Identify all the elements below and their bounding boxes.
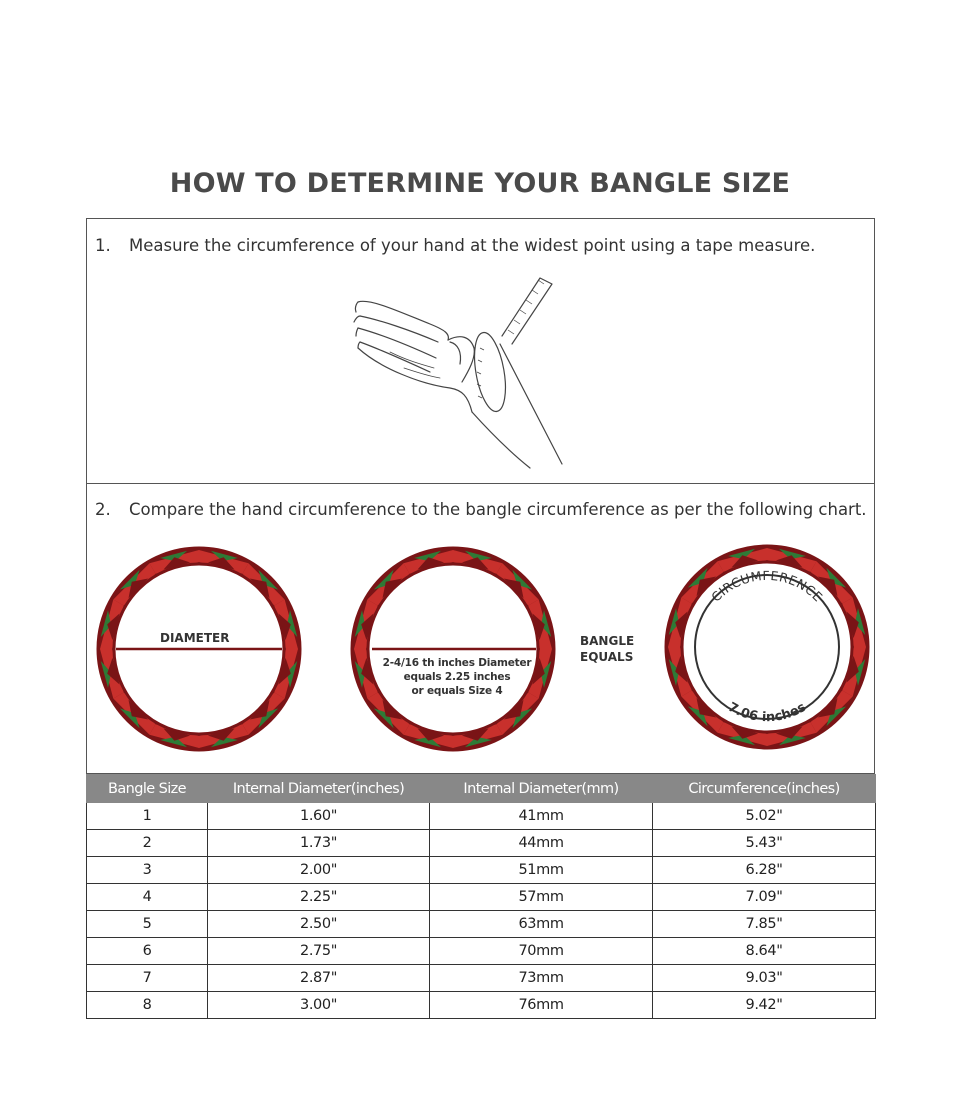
cell-diameter-mm: 41mm: [430, 803, 653, 830]
cell-circumference: 7.85": [653, 911, 876, 938]
step-1-text: Measure the circumference of your hand at the widest point using a tape measure.: [129, 236, 816, 255]
size-note-line-1: 2-4/16 th inches Diameter: [382, 657, 532, 669]
diameter-label: DIAMETER: [160, 631, 230, 645]
cell-diameter-mm: 44mm: [430, 830, 653, 857]
cell-circumference: 5.43": [653, 830, 876, 857]
table-row: [87, 938, 876, 965]
header-circumference: Circumference(inches): [653, 775, 876, 803]
cell-size: 4: [87, 884, 208, 911]
cell-diameter-mm: 63mm: [430, 911, 653, 938]
cell-size: 1: [87, 803, 208, 830]
table-row: [87, 803, 876, 830]
cell-diameter-mm: 51mm: [430, 857, 653, 884]
cell-circumference: 5.02": [653, 803, 876, 830]
cell-size: 5: [87, 911, 208, 938]
cell-diameter-inches: 2.00": [208, 857, 430, 884]
cell-diameter-inches: 2.25": [208, 884, 430, 911]
cell-diameter-inches: 1.60": [208, 803, 430, 830]
table-row: [87, 911, 876, 938]
table-row: [87, 965, 876, 992]
header-diameter-inches: Internal Diameter(inches): [208, 775, 430, 803]
cell-diameter-mm: 76mm: [430, 992, 653, 1019]
step-2-number: 2.: [95, 500, 111, 519]
bangle-circumference-diagram: [664, 544, 870, 750]
circumference-label: CIRCUMFERENCE: [708, 567, 826, 605]
cell-size: 2: [87, 830, 208, 857]
circumference-value: 7.06 inches: [725, 699, 809, 726]
cell-diameter-mm: 57mm: [430, 884, 653, 911]
header-bangle-size: Bangle Size: [87, 775, 208, 803]
table-header-row: [87, 775, 876, 803]
cell-circumference: 9.42": [653, 992, 876, 1019]
cell-size: 8: [87, 992, 208, 1019]
hand-measuring-illustration: [350, 272, 580, 472]
page-title: HOW TO DETERMINE YOUR BANGLE SIZE: [169, 168, 791, 199]
cell-diameter-mm: 70mm: [430, 938, 653, 965]
bangle-equals-line-2: EQUALS: [580, 650, 634, 664]
bangle-size-example: [350, 546, 556, 752]
bangle-diameter-diagram: [96, 546, 302, 752]
cell-diameter-inches: 3.00": [208, 992, 430, 1019]
table-row: [87, 884, 876, 911]
cell-circumference: 8.64": [653, 938, 876, 965]
step-2: [95, 500, 867, 519]
cell-size: 3: [87, 857, 208, 884]
size-note-line-3: or equals Size 4: [411, 685, 503, 697]
cell-circumference: 6.28": [653, 857, 876, 884]
cell-circumference: 9.03": [653, 965, 876, 992]
bangle-size-chart: [86, 774, 876, 1019]
step-2-text: Compare the hand circumference to the bangle circumference as per the following chart.: [129, 500, 867, 519]
cell-diameter-mm: 73mm: [430, 965, 653, 992]
cell-size: 6: [87, 938, 208, 965]
cell-diameter-inches: 1.73": [208, 830, 430, 857]
cell-diameter-inches: 2.87": [208, 965, 430, 992]
step-1: [95, 236, 815, 255]
cell-circumference: 7.09": [653, 884, 876, 911]
cell-diameter-inches: 2.50": [208, 911, 430, 938]
section-divider: [86, 483, 875, 484]
bangle-equals-line-1: BANGLE: [580, 634, 635, 648]
table-row: [87, 830, 876, 857]
bangle-equals-label: [580, 633, 634, 665]
table-row: [87, 857, 876, 884]
table-row: [87, 992, 876, 1019]
header-diameter-mm: Internal Diameter(mm): [430, 775, 653, 803]
size-note: [372, 656, 542, 698]
size-note-line-2: equals 2.25 inches: [403, 671, 511, 683]
step-1-number: 1.: [95, 236, 111, 255]
cell-size: 7: [87, 965, 208, 992]
cell-diameter-inches: 2.75": [208, 938, 430, 965]
